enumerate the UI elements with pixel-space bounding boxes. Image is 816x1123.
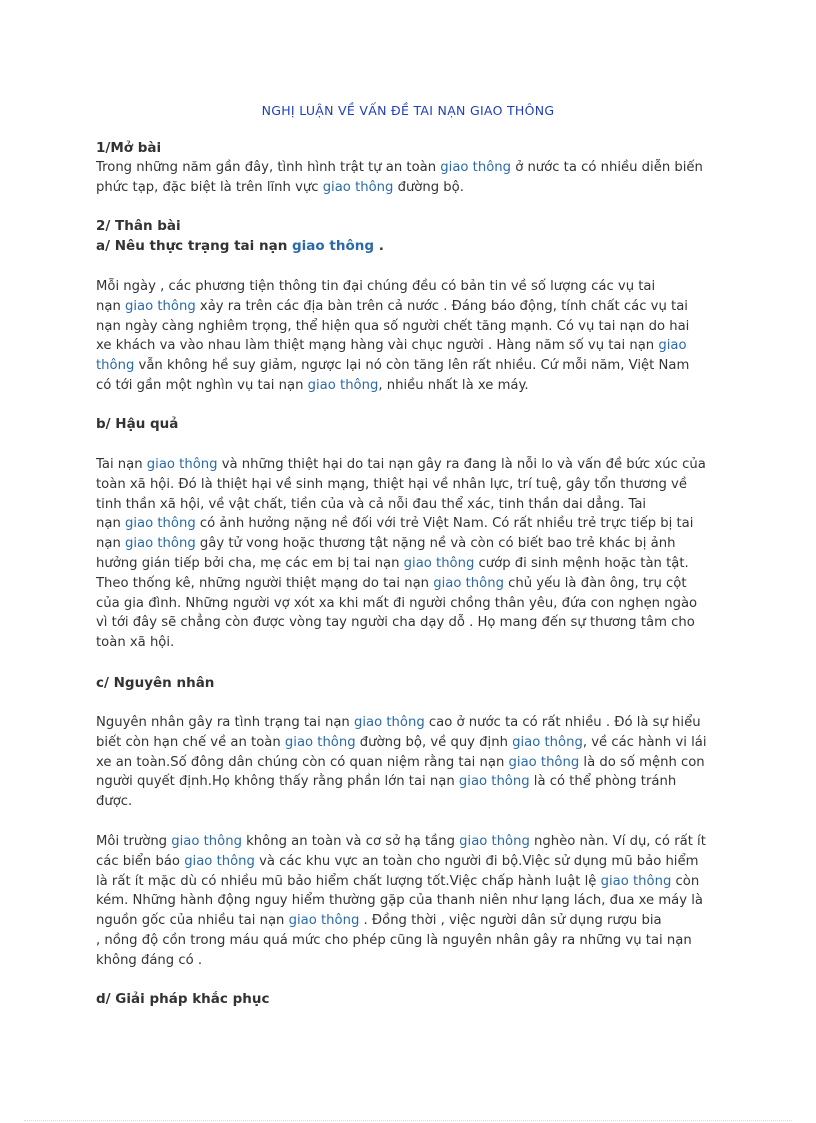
paragraph-mo-bai xyxy=(96,158,722,198)
text-run: không đáng có . xyxy=(96,952,203,968)
text-line xyxy=(96,872,722,892)
text-run: a/ Nêu thực trạng tai nạn xyxy=(96,238,293,254)
text-line xyxy=(96,356,722,376)
keyword-link[interactable]: giao thông xyxy=(459,834,530,849)
text-run: Tai nạn xyxy=(96,457,147,472)
text-line xyxy=(96,792,722,812)
text-line xyxy=(96,574,722,594)
text-line xyxy=(96,594,722,614)
text-run: đường bộ, về quy định xyxy=(355,734,513,750)
keyword-link[interactable]: giao xyxy=(658,338,687,354)
text-line xyxy=(96,317,722,337)
keyword-link[interactable]: thông xyxy=(96,358,135,374)
text-line xyxy=(96,633,722,653)
text-run: xảy ra trên các địa bàn trên cả nước . Đáng báo động, tính chất các vụ tai xyxy=(195,298,688,314)
keyword-link[interactable]: giao thông xyxy=(354,715,425,730)
keyword-link[interactable]: giao thông xyxy=(458,774,530,790)
text-line xyxy=(96,753,722,773)
text-run: Mỗi ngày , các phương tiện thông tin đại chúng đều có bản tin về số lượng các vụ tai xyxy=(96,279,656,294)
text-line xyxy=(96,495,722,515)
text-line xyxy=(96,475,722,495)
text-run: Theo thống kê, những người thiệt mạng do tai nạn xyxy=(96,575,434,591)
text-line xyxy=(96,951,722,971)
text-run: . xyxy=(374,238,384,254)
text-run: nghèo nàn. Ví dụ, có rất ít xyxy=(529,834,706,849)
text-run: cướp đi sinh mệnh hoặc tàn tật. xyxy=(474,555,689,571)
keyword-link[interactable]: giao thông xyxy=(508,754,580,770)
text-run: ở nước ta có nhiều diễn biến xyxy=(511,160,703,175)
keyword-link[interactable]: giao thông xyxy=(125,298,196,314)
text-run: Nguyên nhân gây ra tình trạng tai nạn xyxy=(96,715,354,730)
keyword-link[interactable]: giao thông xyxy=(403,555,475,571)
heading-mo-bai: 1/Mở bài xyxy=(96,140,162,156)
heading-d: d/ Giải pháp khắc phục xyxy=(96,991,270,1007)
text-run: xe an toàn.Số đông dân chúng còn có quan niệm rằng tai nạn xyxy=(96,754,509,770)
text-run: phức tạp, đặc biệt là trên lĩnh vực xyxy=(96,179,323,195)
text-run: chủ yếu là đàn ông, trụ cột xyxy=(503,575,687,591)
text-run: nạn xyxy=(96,536,125,552)
text-run: Môi trường xyxy=(96,834,172,849)
text-run: , về các hành vi lái xyxy=(582,734,707,750)
paragraph-nguyen-nhan-2 xyxy=(96,832,722,971)
text-line xyxy=(96,911,722,931)
text-line xyxy=(96,832,722,852)
keyword-link[interactable]: giao thông xyxy=(292,238,375,254)
text-line xyxy=(96,852,722,872)
text-line xyxy=(96,534,722,554)
text-line xyxy=(96,336,722,356)
paragraph-hau-qua xyxy=(96,455,722,653)
text-run: hưởng gián tiếp bởi cha, mẹ các em bị tai nạn xyxy=(96,555,404,571)
document-title: NGHỊ LUẬN VỀ VẤN ĐỀ TAI NẠN GIAO THÔNG xyxy=(261,103,555,118)
text-run: được. xyxy=(96,794,133,810)
text-run: Trong những năm gần đây, tình hình trật tự an toàn xyxy=(96,160,441,175)
keyword-link[interactable]: giao thông xyxy=(146,457,218,472)
text-run: nguồn gốc của nhiều tai nạn xyxy=(96,913,289,929)
text-run: toàn xã hội. xyxy=(96,635,175,651)
text-run: của gia đình. Những người vợ xót xa khi mất đi người chồng thân yêu, đứa con nghẹn ngào xyxy=(96,595,698,611)
text-run: vì tới đây sẽ chẳng còn được vòng tay người cha dạy dỗ . Họ mang đến sự thương tâm cho xyxy=(96,615,695,631)
text-line xyxy=(96,772,722,792)
text-line xyxy=(96,158,722,178)
text-line xyxy=(96,297,722,317)
text-line xyxy=(96,733,722,753)
text-line xyxy=(96,613,722,633)
heading-a xyxy=(96,238,384,254)
text-run: , nhiều nhất là xe máy. xyxy=(378,377,529,393)
text-line xyxy=(96,514,722,534)
text-run: là có thể phòng tránh xyxy=(529,774,677,790)
text-run: nạn xyxy=(96,516,125,532)
text-run: và các khu vực an toàn cho người đi bộ.Việc sử dụng mũ bảo hiểm xyxy=(254,853,699,869)
keyword-link[interactable]: giao thông xyxy=(184,853,255,869)
text-run: và những thiệt hại do tai nạn gây ra đang là nỗi lo và vấn đề bức xúc của xyxy=(217,457,706,472)
paragraph-thuc-trang xyxy=(96,277,722,396)
heading-than-bai: 2/ Thân bài xyxy=(96,218,181,234)
text-line xyxy=(96,713,722,733)
text-run: là do số mệnh con xyxy=(579,754,705,770)
text-run: là rất ít mặc dù có nhiều mũ bảo hiểm chất lượng tốt.Việc chấp hành luật lệ xyxy=(96,873,601,889)
text-run: nạn ngày càng nghiêm trọng, thể hiện qua số người chết tăng mạnh. Có vụ tai nạn do hai xyxy=(96,318,690,334)
text-line xyxy=(96,277,722,297)
heading-b: b/ Hậu quả xyxy=(96,416,179,432)
keyword-link[interactable]: giao thông xyxy=(600,873,672,889)
text-run: nạn xyxy=(96,298,125,314)
text-run: . Đồng thời , việc người dân sử dụng rượu bia xyxy=(359,913,662,929)
text-run: đường bộ. xyxy=(393,179,464,195)
text-run: toàn xã hội. Đó là thiệt hại về sinh mạng, thiệt hại về nhân lực, trí tuệ, gây tổn thương về xyxy=(96,476,687,492)
heading-c: c/ Nguyên nhân xyxy=(96,675,215,691)
keyword-link[interactable]: giao thông xyxy=(512,734,583,750)
text-run: xe khách va vào nhau làm thiệt mạng hàng vài chục người . Hàng năm số vụ tai nạn xyxy=(96,338,659,354)
text-run: người quyết định.Họ không thấy rằng phần lớn tai nạn xyxy=(96,774,459,790)
text-line xyxy=(96,178,722,198)
text-run: cao ở nước ta có rất nhiều . Đó là sự hiểu xyxy=(424,715,701,730)
text-run: vẫn không hề suy giảm, ngược lại nó còn tăng lên rất nhiều. Cứ mỗi năm, Việt Nam xyxy=(134,358,690,374)
text-run: kém. Những hành động nguy hiểm thường gặp của thanh niên như lạng lách, đua xe máy là xyxy=(96,893,703,909)
paragraph-nguyen-nhan-1 xyxy=(96,713,722,812)
text-line xyxy=(96,376,722,396)
text-run: không an toàn và cơ sở hạ tầng xyxy=(241,834,460,849)
keyword-link[interactable]: giao thông xyxy=(171,834,242,849)
text-run: có ảnh hưởng nặng nề đối với trẻ Việt Nam. Có rất nhiều trẻ trực tiếp bị tai xyxy=(195,516,694,532)
keyword-link[interactable]: giao thông xyxy=(288,913,360,929)
keyword-link[interactable]: giao thông xyxy=(125,516,196,532)
keyword-link[interactable]: giao thông xyxy=(284,734,356,750)
text-run: còn xyxy=(671,873,700,889)
text-run: có tới gần một nghìn vụ tai nạn xyxy=(96,377,308,393)
keyword-link[interactable]: giao thông xyxy=(322,179,394,195)
text-run: gây tử vong hoặc thương tật nặng nề và còn có biết bao trẻ khác bị ảnh xyxy=(195,536,676,552)
text-run: các biển báo xyxy=(96,853,185,869)
text-run: tinh thần xã hội, về vật chất, tiền của và cả nỗi đau thể xác, tinh thần dai dẳng. Tai xyxy=(96,496,647,512)
text-line xyxy=(96,891,722,911)
text-line xyxy=(96,554,722,574)
keyword-link[interactable]: giao thông xyxy=(125,536,196,552)
keyword-link[interactable]: giao thông xyxy=(440,160,511,175)
page-bottom-divider xyxy=(24,1120,792,1121)
text-line xyxy=(96,455,722,475)
text-run: , nồng độ cồn trong máu quá mức cho phép cũng là nguyên nhân gây ra những vụ tai nạn xyxy=(96,932,692,948)
text-run: biết còn hạn chế về an toàn xyxy=(96,734,285,750)
keyword-link[interactable]: giao thông xyxy=(307,377,379,393)
text-line xyxy=(96,931,722,951)
keyword-link[interactable]: giao thông xyxy=(433,575,504,591)
